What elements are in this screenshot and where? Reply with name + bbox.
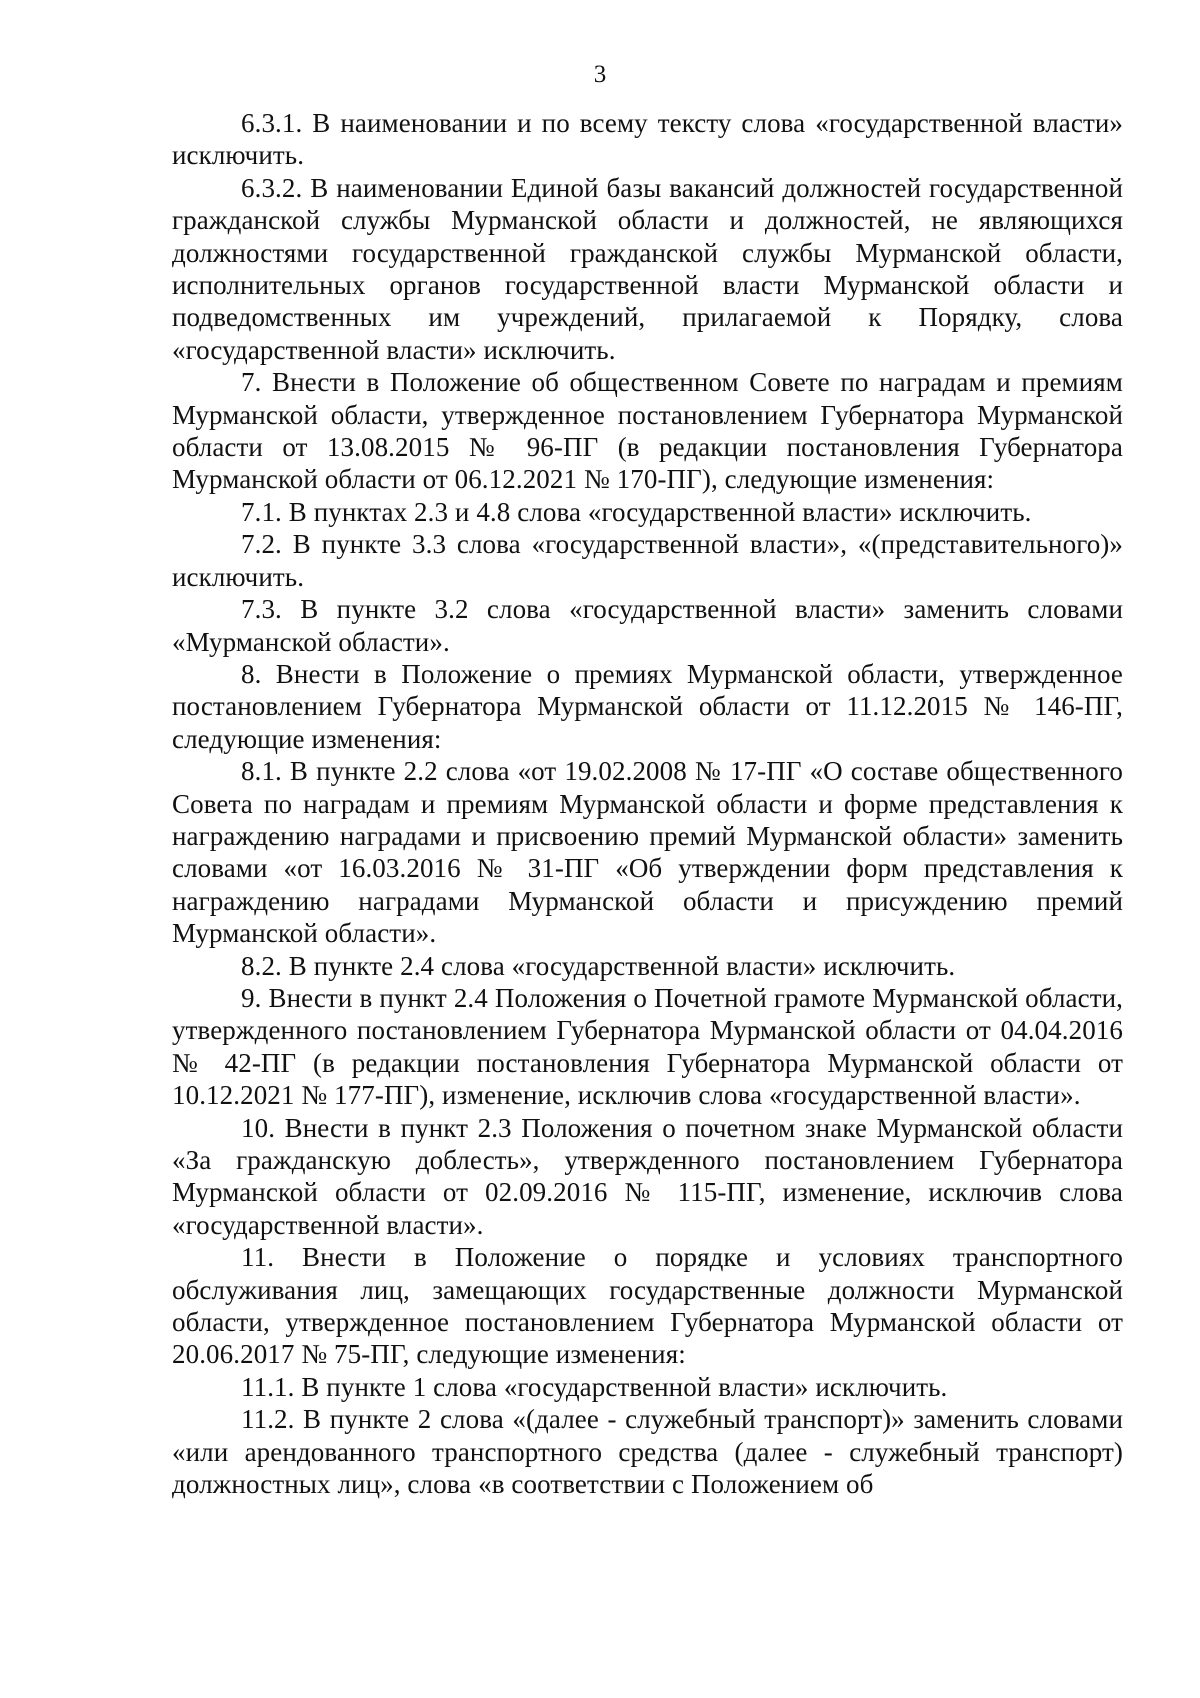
paragraph-11-2: 11.2. В пункте 2 слова «(далее - служебный транспорт)» заменить словами «или арендованного транспортного средства (далее - служебный транспорт) должностных лиц», слова «в соответствии с Положением об (172, 1404, 1123, 1500)
paragraph-11: 11. Внести в Положение о порядке и условиях транспортного обслуживания лиц, замещающих государственные должности Мурманской области, утвержденное постановлением Губернатора Мурманской области от 20.06.2017 № 75-ПГ, следующие изменения: (172, 1242, 1123, 1370)
paragraph-8-1: 8.1. В пункте 2.2 слова «от 19.02.2008 № 17-ПГ «О составе общественного Совета по наградам и премиям Мурманской области и форме представления к награждению наградами и присвоению премий Мурманской области» заменить словами «от 16.03.2016 № 31-ПГ «Об утверждении форм представления к награждению наградами Мурманской области и присуждению премий Мурманской области». (172, 756, 1123, 949)
paragraph-6-3-2: 6.3.2. В наименовании Единой базы вакансий должностей государственной гражданской службы Мурманской области и должностей, не являющихся должностями государственной гражданской службы Мурманской области, исполнительных органов государственной власти Мурманской области и подведомственных им учреждений, прилагаемой к Порядку, слова «государственной власти» исключить. (172, 172, 1123, 365)
paragraph-8: 8. Внести в Положение о премиях Мурманской области, утвержденное постановлением Губернатора Мурманской области от 11.12.2015 № 146-ПГ, следующие изменения: (172, 658, 1123, 754)
paragraph-7-1: 7.1. В пунктах 2.3 и 4.8 слова «государственной власти» исключить. (241, 496, 1032, 527)
document-body (172, 107, 1123, 1500)
paragraph-7-2: 7.2. В пункте 3.3 слова «государственной власти», «(представительного)» исключить. (172, 529, 1123, 592)
paragraph-8-2: 8.2. В пункте 2.4 слова «государственной власти» исключить. (241, 950, 956, 981)
paragraph-10: 10. Внести в пункт 2.3 Положения о почетном знаке Мурманской области «За гражданскую доблесть», утвержденного постановлением Губернатора Мурманской области от 02.09.2016 № 115-ПГ, изменение, исключив слова «государственной власти». (172, 1112, 1123, 1240)
paragraph-7: 7. Внести в Положение об общественном Совете по наградам и премиям Мурманской области, утвержденное постановлением Губернатора Мурманской области от 13.08.2015 № 96-ПГ (в редакции постановления Губернатора Мурманской области от 06.12.2021 № 170-ПГ), следующие изменения: (172, 367, 1123, 495)
paragraph-7-3: 7.3. В пункте 3.2 слова «государственной власти» заменить словами «Мурманской области». (172, 594, 1123, 657)
paragraph-6-3-1: 6.3.1. В наименовании и по всему тексту слова «государственной власти» исключить. (172, 108, 1123, 171)
paragraph-11-1: 11.1. В пункте 1 слова «государственной власти» исключить. (241, 1371, 948, 1402)
page-number: 3 (593, 61, 607, 88)
paragraph-9: 9. Внести в пункт 2.4 Положения о Почетной грамоте Мурманской области, утвержденного постановлением Губернатора Мурманской области от 04.04.2016 № 42-ПГ (в редакции постановления Губернатора Мурманской области от 10.12.2021 № 177-ПГ), изменение, исключив слова «государственной власти». (172, 982, 1123, 1111)
